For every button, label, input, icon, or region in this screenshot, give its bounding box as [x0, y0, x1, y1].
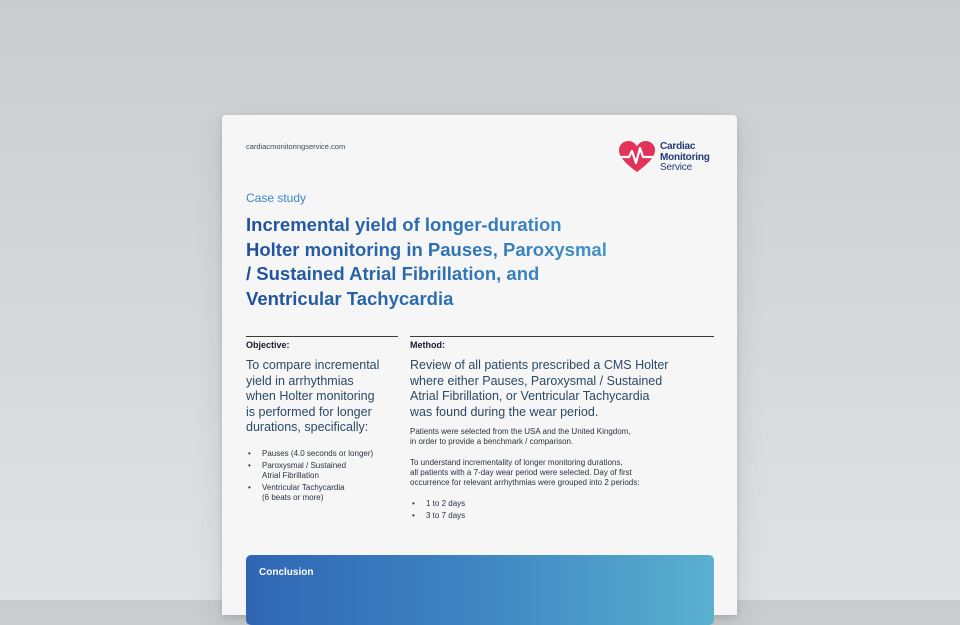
title-line: Incremental yield of longer-duration: [246, 214, 562, 235]
heart-ecg-icon: [618, 140, 656, 174]
method-lead-line: Review of all patients prescribed a CMS Holter: [410, 358, 669, 372]
list-item-line: (6 beats or more): [262, 493, 324, 502]
list-item-line: • Ventricular Tachycardia: [262, 482, 345, 492]
conclusion-heading: Conclusion: [259, 567, 314, 578]
logo-line-2: Monitoring: [660, 151, 710, 163]
title-line: Ventricular Tachycardia: [246, 287, 454, 309]
method-para-line: Patients were selected from the USA and the United Kingdom,: [410, 427, 631, 436]
list-item-line: • Pauses (4.0 seconds or longer): [262, 449, 374, 458]
title-line: / Sustained Atrial Fibrillation, and: [246, 263, 540, 284]
objective-lead-line: is performed for longer: [246, 404, 372, 419]
logo-line-3: Service: [660, 162, 692, 173]
title-line: Holter monitoring in Pauses, Paroxysmal: [246, 238, 607, 260]
document-page: [222, 115, 737, 615]
method-para-line: in order to provide a benchmark / comparison.: [410, 437, 574, 446]
website-url: cardiacmonitoringservice.com: [246, 142, 346, 151]
method-paragraph-1: [410, 427, 710, 447]
method-paragraph-2: [410, 458, 710, 488]
method-para-line: To understand incrementality of longer monitoring durations,: [410, 458, 623, 467]
objective-lead-line: durations, specifically:: [246, 420, 369, 434]
list-item: [246, 483, 406, 504]
method-para-line: all patients with a 7-day wear period were selected. Day of first: [410, 468, 632, 477]
objective-lead-line: when Holter monitoring: [246, 389, 375, 403]
document-title: [246, 213, 666, 311]
company-logo: [618, 137, 718, 177]
objective-heading: Objective:: [246, 340, 290, 350]
logo-wordmark: [660, 142, 710, 174]
list-item: [246, 449, 406, 460]
objective-bullet-list: [246, 449, 406, 505]
method-lead: [410, 358, 710, 420]
list-item: • 3 to 7 days: [410, 511, 710, 522]
method-heading: Method:: [410, 340, 445, 350]
objective-lead-line: yield in arrhythmias: [246, 373, 354, 388]
method-lead-line: was found during the wear period.: [410, 404, 599, 419]
objective-lead-line: To compare incremental: [246, 358, 380, 372]
case-study-label: Case study: [246, 191, 307, 205]
logo-line-1: Cardiac: [660, 141, 696, 152]
method-lead-line: Atrial Fibrillation, or Ventricular Tachycardia: [410, 389, 650, 403]
list-item-line: • Paroxysmal / Sustained: [262, 460, 347, 470]
objective-lead: [246, 358, 406, 436]
method-divider: [410, 336, 714, 337]
conclusion-panel: [246, 555, 714, 625]
list-item: [246, 461, 406, 482]
objective-divider: [246, 336, 398, 337]
method-para-line: occurrence for relevant arrhythmias were grouped into 2 periods:: [410, 478, 640, 487]
method-lead-line: where either Pauses, Paroxysmal / Sustained: [410, 373, 663, 388]
list-item: • 1 to 2 days: [410, 499, 710, 510]
list-item-line: Atrial Fibrillation: [262, 471, 319, 480]
method-bullet-list: [410, 499, 710, 522]
